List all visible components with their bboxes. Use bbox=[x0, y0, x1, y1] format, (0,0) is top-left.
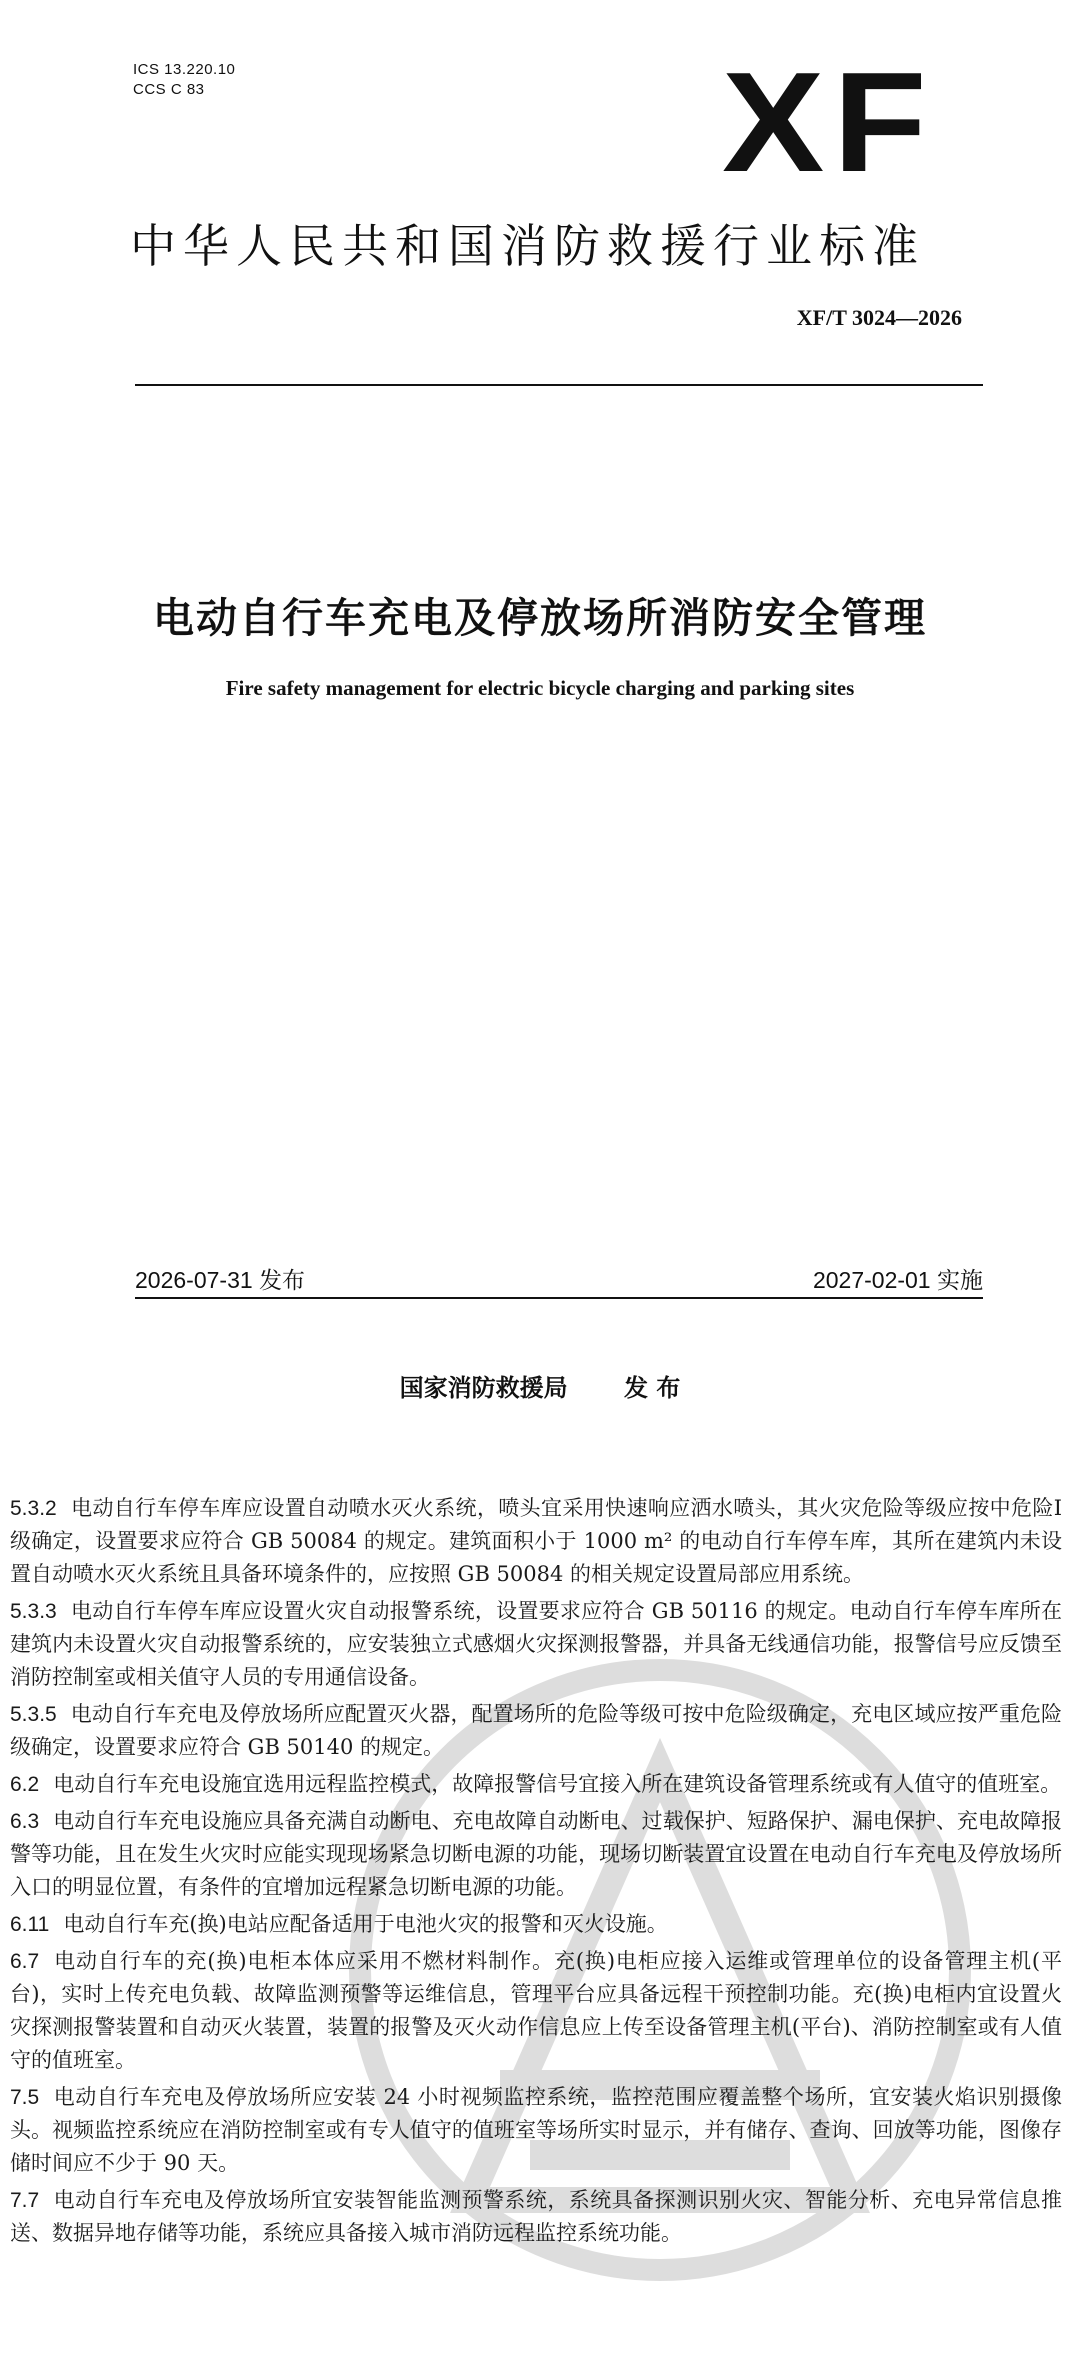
clause-5-3-2 bbox=[10, 1492, 1062, 1591]
clause-text: 电动自行车停车库应设置火灾自动报警系统，设置要求应符合 GB 50116 的规定。电动自行车停车库所在建筑内未设置火灾自动报警系统的，应安装独立式感烟火灾探测报警器，并具备无线通信功能，报警信号应反馈至消防控制室或相关值守人员的专用通信设备。 bbox=[10, 1599, 1062, 1689]
release-date: 2026-07-31 发布 bbox=[135, 1267, 306, 1293]
clause-number: 6.11 bbox=[10, 1913, 50, 1936]
clause-number: 7.7 bbox=[10, 2189, 40, 2212]
clause-6-2 bbox=[10, 1768, 1062, 1801]
clause-text: 电动自行车充电设施宜选用远程监控模式，故障报警信号宜接入所在建筑设备管理系统或有人值守的值班室。 bbox=[53, 1772, 1062, 1796]
clause-number: 6.2 bbox=[10, 1773, 40, 1796]
xf-logo: XF bbox=[722, 43, 936, 202]
clause-text: 电动自行车的充(换)电柜本体应采用不燃材料制作。充(换)电柜应接入运维或管理单位的设备管理主机(平台)，实时上传充电负载、故障监测预警等运维信息，管理平台应具备远程干预控制功能。充(换)电柜内宜设置火灾探测报警装置和自动灭火装置，装置的报警及灭火动作信息应上传至设备管理主机(平台)、消防控制室或有人值守的值班室。 bbox=[10, 1949, 1062, 2072]
standard-number: XF/T 3024—2026 bbox=[796, 305, 962, 330]
clause-number: 6.7 bbox=[10, 1950, 40, 1973]
issuer-name: 国家消防救援局 bbox=[399, 1374, 568, 1402]
clause-number: 5.3.2 bbox=[10, 1497, 57, 1520]
standard-category: 中华人民共和国消防救援行业标准 bbox=[130, 219, 925, 273]
clause-number: 6.3 bbox=[10, 1810, 40, 1833]
clause-5-3-5 bbox=[10, 1698, 1062, 1764]
clause-7-5 bbox=[10, 2081, 1062, 2180]
clause-6-11 bbox=[10, 1908, 1062, 1941]
ccs-code: CCS C 83 bbox=[133, 81, 205, 98]
clause-7-7 bbox=[10, 2184, 1062, 2250]
issuer-line bbox=[0, 1368, 1080, 1403]
clause-text: 电动自行车充电及停放场所应配置灭火器，配置场所的危险等级可按中危险级确定，充电区域应按严重危险级确定，设置要求应符合 GB 50140 的规定。 bbox=[10, 1702, 1062, 1759]
clause-text: 电动自行车充(换)电站应配备适用于电池火灾的报警和灭火设施。 bbox=[63, 1912, 668, 1936]
clause-number: 7.5 bbox=[10, 2086, 40, 2109]
document-title-english: Fire safety management for electric bicycle charging and parking sites bbox=[225, 676, 855, 700]
clause-number: 5.3.5 bbox=[10, 1703, 57, 1726]
clause-text: 电动自行车停车库应设置自动喷水灭火系统，喷头宜采用快速响应洒水喷头，其火灾危险等级应按中危险Ⅰ级确定，设置要求应符合 GB 50084 的规定。建筑面积小于 1000 m² 的电动自行车停车库，其所在建筑内未设置自动喷水灭火系统且具备环境条件的，应按照 GB 50084 的相关规定设置局部应用系统。 bbox=[10, 1496, 1062, 1586]
implementation-date: 2027-02-01 实施 bbox=[812, 1267, 983, 1293]
document-title-chinese: 电动自行车充电及停放场所消防安全管理 bbox=[153, 594, 927, 642]
clause-6-3 bbox=[10, 1805, 1062, 1904]
date-divider bbox=[135, 1297, 983, 1299]
issuer-action: 发 布 bbox=[624, 1374, 681, 1402]
clause-number: 5.3.3 bbox=[10, 1600, 57, 1623]
classification-codes bbox=[133, 60, 235, 100]
ics-code: ICS 13.220.10 bbox=[133, 61, 236, 78]
clause-text: 电动自行车充电设施应具备充满自动断电、充电故障自动断电、过载保护、短路保护、漏电保护、充电故障报警等功能，且在发生火灾时应能实现现场紧急切断电源的功能，现场切断装置宜设置在电动自行车充电及停放场所入口的明显位置，有条件的宜增加远程紧急切断电源的功能。 bbox=[10, 1809, 1062, 1899]
clause-text: 电动自行车充电及停放场所应安装 24 小时视频监控系统，监控范围应覆盖整个场所，宜安装火焰识别摄像头。视频监控系统应在消防控制室或有专人值守的值班室等场所实时显示，并有储存、查询、回放等功能，图像存储时间应不少于 90 天。 bbox=[10, 2085, 1062, 2175]
clause-list bbox=[10, 1492, 1062, 2254]
clause-5-3-3 bbox=[10, 1595, 1062, 1694]
header-divider bbox=[135, 384, 983, 386]
clause-6-7 bbox=[10, 1945, 1062, 2077]
clause-text: 电动自行车充电及停放场所宜安装智能监测预警系统，系统具备探测识别火灾、智能分析、充电异常信息推送、数据异地存储等功能，系统应具备接入城市消防远程监控系统功能。 bbox=[10, 2188, 1062, 2245]
